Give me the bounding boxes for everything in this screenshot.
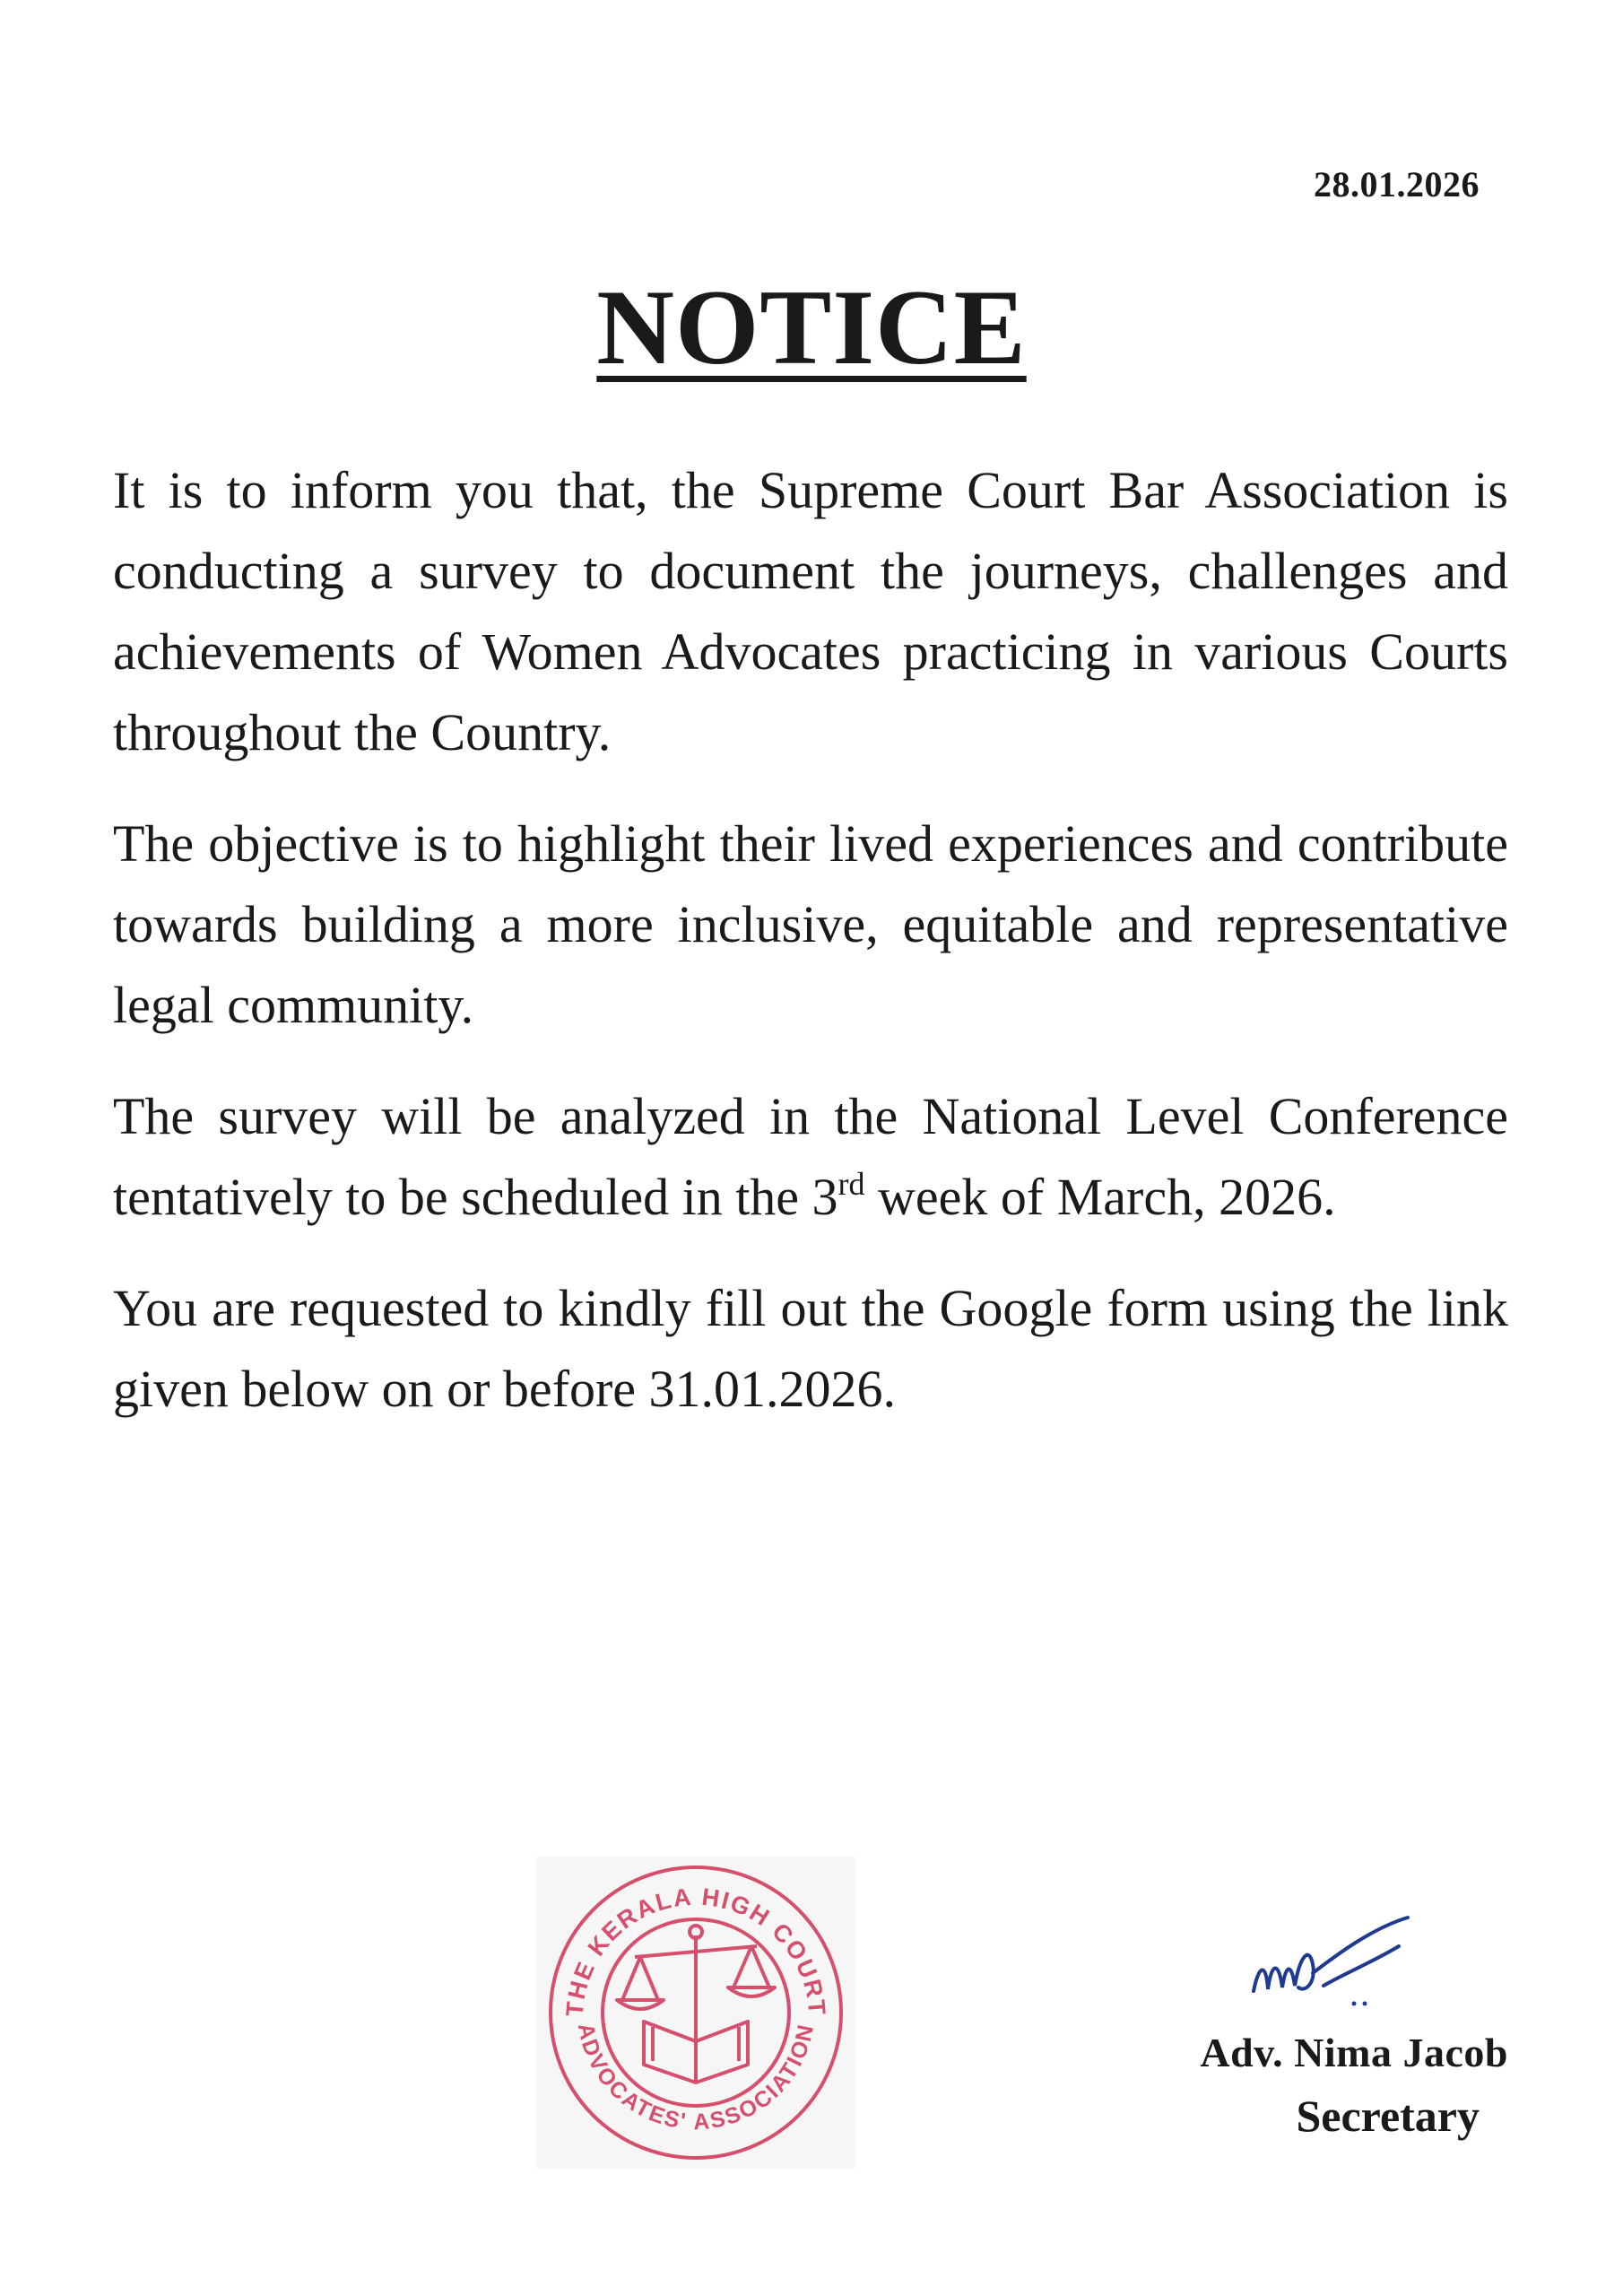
paragraph-objective: The objective is to highlight their lived experiences and contribute towards building a more inclusive, equitable and representative legal community. [113,814,1508,1034]
signatory-designation: Secretary [1296,2091,1480,2141]
scales-of-justice-book-icon [617,1926,775,2083]
association-seal [536,1857,855,2169]
signatory-name: Adv. Nima Jacob [1200,2030,1508,2075]
ordinal-suffix: rd [838,1166,865,1202]
seal-bottom-text: ADVOCATES' ASSOCIATION [572,2021,820,2135]
notice-body [113,450,1508,1460]
notice-title-text: NOTICE [596,267,1027,387]
seal-top-text: THE KERALA HIGH COURT [560,1883,831,2018]
paragraph-conference-text-end: week of March, 2026. [864,1168,1336,1226]
notice-date: 28.01.2026 [1314,164,1480,204]
paragraph-request: You are requested to kindly fill out the Google form using the link given below on or before 31.01.2026. [113,1279,1508,1418]
seal-stamp-icon [536,1857,855,2169]
notice-title [0,267,1623,387]
paragraph-conference [113,1076,1508,1238]
paragraph-survey-intro: It is to inform you that, the Supreme Court Bar Association is conducting a survey to document the journeys, challenges and achievements of Women Advocates practicing in various Courts throughout the Country. [113,461,1508,761]
handwritten-signature-icon [1246,1910,1417,2018]
paragraph-conference-text: The survey will be analyzed in the National Level Conference tentatively to be scheduled in the 3 [113,1087,1508,1226]
